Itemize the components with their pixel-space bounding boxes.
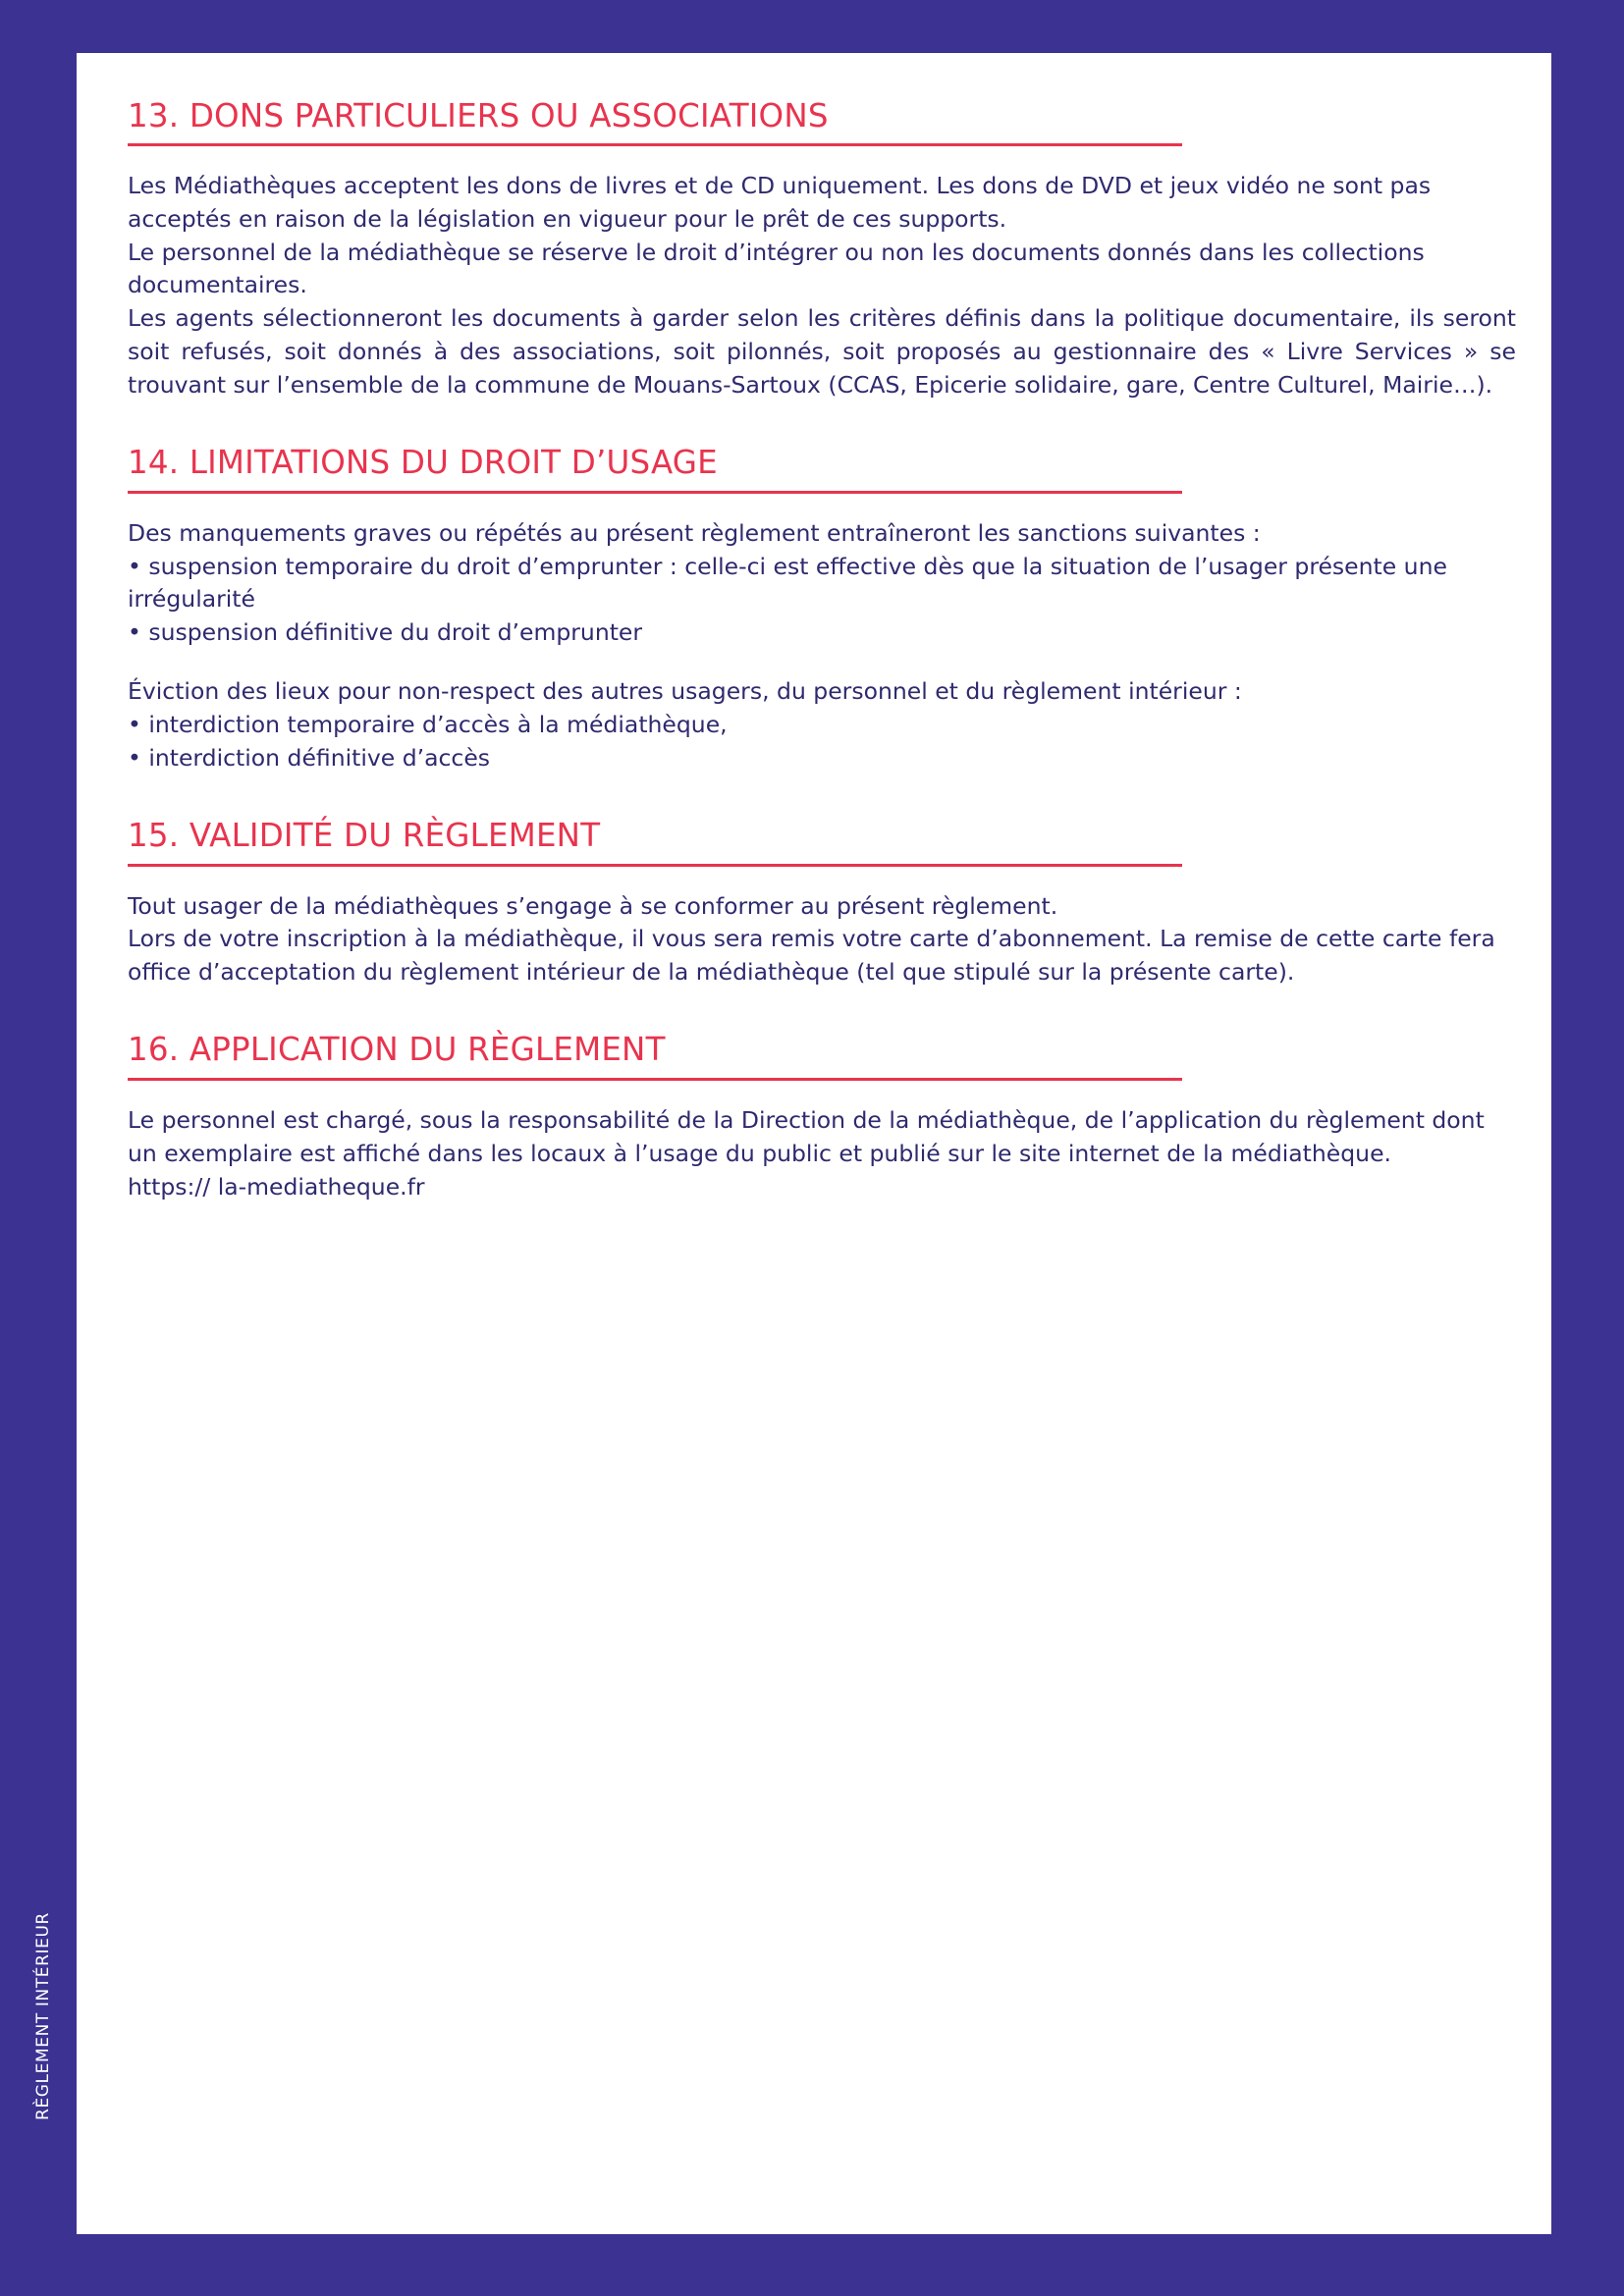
section-14-paragraph-6: • interdiction définitive d’accès (128, 743, 491, 772)
section-13-rule (128, 143, 1182, 146)
section-15-rule (128, 864, 1182, 867)
section-16-rule (128, 1078, 1182, 1081)
section-14-paragraph-2: • suspension temporaire du droit d’emprunter : celle-ci est effective dès que la situation de l’usager présente une irrégularité (128, 552, 1447, 614)
section-14-paragraph-5: • interdiction temporaire d’accès à la médiathèque, (128, 710, 728, 738)
section-14-paragraph-1: Des manquements graves ou répétés au présent règlement entraîneront les sanctions suivantes : (128, 518, 1261, 547)
section-13-paragraph-2: Le personnel de la médiathèque se réserve le droit d’intégrer ou non les documents donnés dans les collections documentaires. (128, 238, 1425, 299)
section-16-website-url[interactable]: https:// la-mediatheque.fr (128, 1172, 425, 1201)
section-15 (128, 817, 1516, 989)
section-16-title: 16. APPLICATION DU RÈGLEMENT (128, 1031, 666, 1069)
section-14-title: 14. LIMITATIONS DU DROIT D’USAGE (128, 443, 718, 481)
section-14 (128, 444, 1516, 775)
section-15-paragraph-2: Lors de votre inscription à la médiathèque, il vous sera remis votre carte d’abonnement. La remise de cette carte fera office d’acceptation du règlement intérieur de la médiathèque (tel que stipulé sur la présente carte). (128, 925, 1495, 987)
vertical-document-label (0, 0, 77, 2296)
section-16-paragraph-1: Le personnel est chargé, sous la responsabilité de la Direction de la médiathèque, de l’application du règlement dont un exemplaire est affiché dans les locaux à l’usage du public et publié sur le site internet de la médiathèque. (128, 1106, 1485, 1167)
section-13-title: 13. DONS PARTICULIERS OU ASSOCIATIONS (128, 97, 829, 134)
section-14-paragraph-4: Éviction des lieux pour non-respect des autres usagers, du personnel et du règlement intérieur : (128, 677, 1242, 706)
section-13-paragraph-1: Les Médiathèques acceptent les dons de livres et de CD uniquement. Les dons de DVD et jeux vidéo ne sont pas acceptés en raison de la législation en vigueur pour le prêt de ces supports. (128, 172, 1432, 233)
section-14-spacer (128, 650, 1516, 675)
document-page (77, 53, 1551, 2234)
vertical-document-label-text: RÈGLEMENT INTÉRIEUR (33, 1912, 53, 2120)
section-14-rule (128, 491, 1182, 494)
section-14-paragraph-3: • suspension définitive du droit d’emprunter (128, 618, 643, 647)
page-content (128, 97, 1516, 1246)
section-13-paragraph-3: Les agents sélectionneront les documents à garder selon les critères définis dans la politique documentaire, ils seront soit refusés, soit donnés à des associations, soit pilonnés, soit proposés au gestionnaire des « Livre Services » se trouvant sur l’ensemble de la commune de Mouans-Sartoux (CCAS, Epicerie solidaire, gare, Centre Culturel, Mairie…). (128, 304, 1516, 399)
section-15-title: 15. VALIDITÉ DU RÈGLEMENT (128, 816, 601, 854)
section-15-paragraph-1: Tout usager de la médiathèques s’engage à se conformer au présent règlement. (128, 891, 1058, 920)
section-16 (128, 1031, 1516, 1203)
section-13 (128, 97, 1516, 402)
